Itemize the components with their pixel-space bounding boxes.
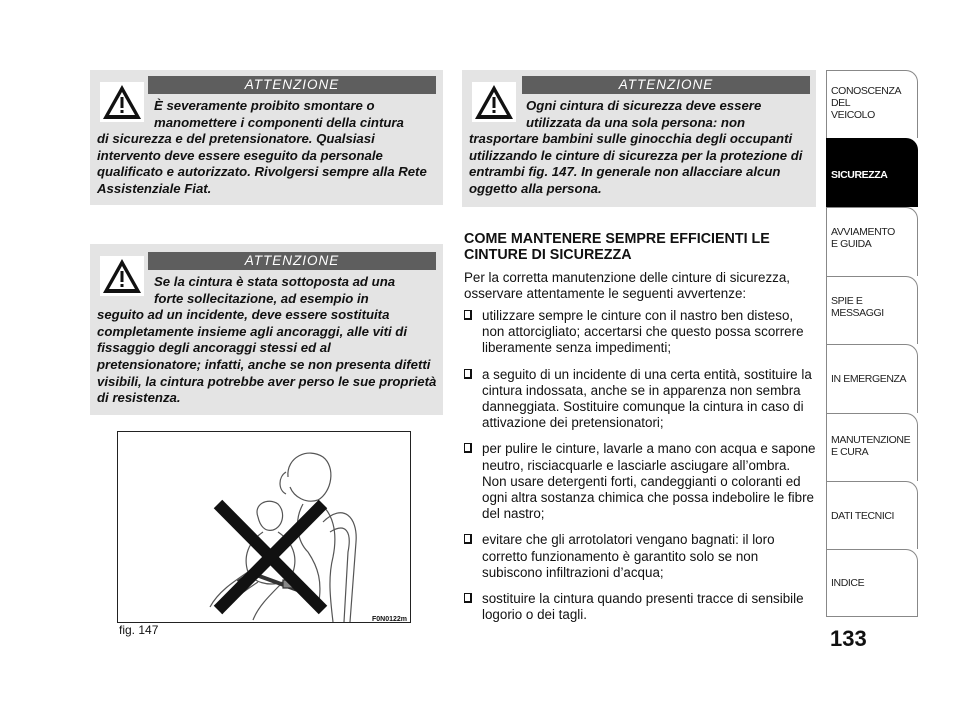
tab-dati-tecnici[interactable]: DATI TECNICI <box>826 481 918 549</box>
checkbox-bullet-icon <box>464 534 472 544</box>
checkbox-bullet-icon <box>464 443 472 453</box>
page-number: 133 <box>830 626 867 651</box>
warning-heading: ATTENZIONE <box>148 252 436 270</box>
warning-box-stress <box>90 244 443 415</box>
tab-avviamento-e-guida[interactable]: AVVIAMENTO E GUIDA <box>826 207 918 276</box>
tab-manutenzione-e-cura[interactable]: MANUTENZIONE E CURA <box>826 413 918 481</box>
warning-text: Ogni cintura di sicurezza deve essere utilizzata da una sola persona: non trasportare bambini sulle ginocchia degli occupanti utilizzando le cinture di sicurezza per la protezione di entrambi fig. 147. In generale non allacciare alcun oggetto alla persona. <box>469 98 803 196</box>
tab-sicurezza[interactable]: SICUREZZA <box>826 138 918 207</box>
checkbox-bullet-icon <box>464 310 472 320</box>
tab-spie-e-messaggi[interactable]: SPIE E MESSAGGI <box>826 276 918 344</box>
figure-code: F0N0122m <box>372 616 408 623</box>
child-on-lap-illustration <box>118 432 410 622</box>
figure-caption: fig. 147 <box>119 623 159 637</box>
checkbox-bullet-icon <box>464 593 472 603</box>
tab-indice[interactable]: INDICE <box>826 549 918 617</box>
list-item: sostituire la cintura quando presenti tracce di sensibile logorio o dei tagli. <box>464 591 818 623</box>
list-item: evitare che gli arrotolatori vengano bagnati: il loro corretto funzionamento è garantito solo se non subiscono infiltrazioni d’acqua; <box>464 532 818 581</box>
list-item: per pulire le cinture, lavarle a mano con acqua e sapone neutro, risciacquarle e lasciarle asciugare all’ombra. Non usare detergenti forti, candeggianti o coloranti ed ogni altra sostanza chimica che possa indebolire le fibre del nastro; <box>464 441 818 522</box>
maintenance-list <box>464 308 818 633</box>
figure-illustration <box>117 431 411 623</box>
section-intro: Per la corretta manutenzione delle cinture di sicurezza, osservare attentamente le seguenti avvertenze: <box>464 270 791 302</box>
tab-in-emergenza[interactable]: IN EMERGENZA <box>826 344 918 413</box>
warning-box-one-person <box>462 70 816 207</box>
warning-box-disassembly <box>90 70 443 205</box>
warning-heading: ATTENZIONE <box>148 76 436 94</box>
section-title: COME MANTENERE SEMPRE EFFICIENTI LE CINTURE DI SICUREZZA <box>464 231 770 263</box>
list-item: a seguito di un incidente di una certa entità, sostituire la cintura indossata, anche se in apparenza non sembra danneggiata. Sostituire comunque la cintura in caso di attivazione dei pretensionatori; <box>464 367 818 432</box>
warning-text: Se la cintura è stata sottoposta ad una forte sollecitazione, ad esempio in seguito ad un incidente, deve essere sostituita completamente insieme agli ancoraggi, alle viti di fissaggio degli ancoraggi stessi ed al pretensionatore; infatti, anche se non presenta difetti visibili, la cintura potrebbe aver perso le sue proprietà di resistenza. <box>97 274 437 406</box>
warning-text: È severamente proibito smontare o manomettere i componenti della cintura di sicurezza e del pretensionatore. Qualsiasi intervento deve essere eseguito da personale qualificato e autorizzato. Rivolgersi sempre alla Rete Assistenziale Fiat. <box>97 98 427 196</box>
checkbox-bullet-icon <box>464 369 472 379</box>
tab-conoscenza-del-veicolo[interactable]: CONOSCENZA DEL VEICOLO <box>826 70 918 138</box>
list-item: utilizzare sempre le cinture con il nastro ben disteso, non attorcigliato; accertarsi che questo possa scorrere liberamente senza impedimenti; <box>464 308 818 357</box>
warning-heading: ATTENZIONE <box>522 76 810 94</box>
